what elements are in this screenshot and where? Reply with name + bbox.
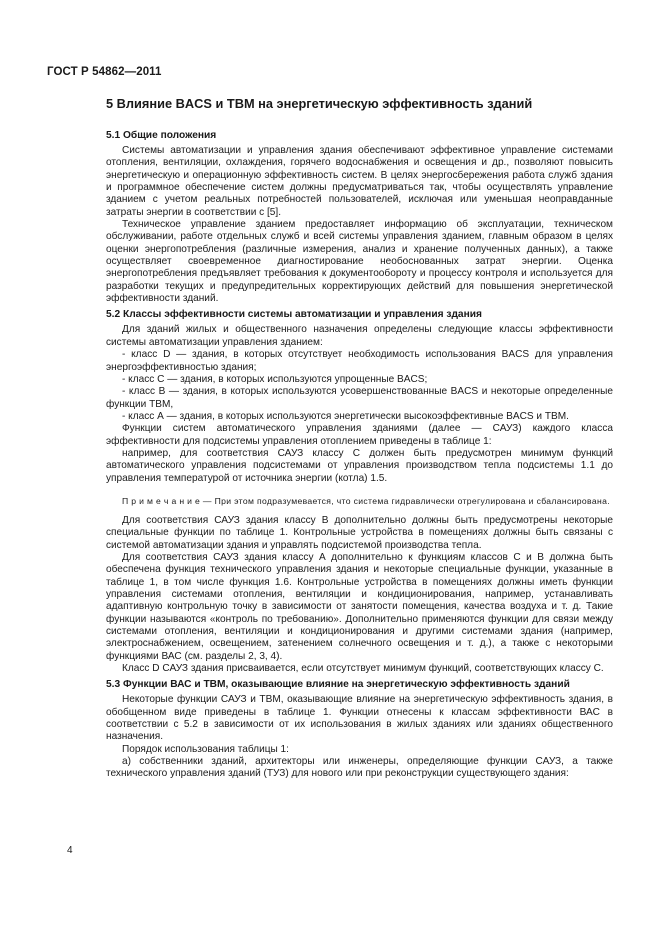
paragraph: Функции систем автоматического управления зданиями (далее — САУЗ) каждого класса эффективности для подсистемы управления отоплением приведены в таблице 1: [106,423,613,447]
paragraph: например, для соответствия САУЗ классу С должен быть предусмотрен минимум функций автоматического управления подсистемами от управления производством тепла подсистемы 1.1 до управления температурой от источника энергии (котла) 1.5. [106,447,613,484]
paragraph: Для зданий жилых и общественного назначения определены следующие классы эффективности системы автоматизации управления зданием: [106,324,613,348]
paragraph: Для соответствия САУЗ здания классу В дополнительно должны быть предусмотрены некоторые специальные функции по таблице 1. Контрольные устройства в помещениях должны быть связаны с системой автоматизации здания и управлять подсистемой производства тепла. [106,514,613,551]
paragraph: Некоторые функции САУЗ и ТВМ, оказывающие влияние на энергетическую эффективность здания, в обобщенном виде приведены в таблице 1. Функции отнесены к классам эффективности ВАС в соответствии с 5.2 в зависимости от их использования в жилых зданиях или зданиях общественного назначения. [106,694,613,743]
section-5-1-title: 5.1 Общие положения [106,130,217,141]
paragraph: Порядок использования таблицы 1: [122,743,289,755]
paragraph: Класс D САУЗ здания присваивается, если отсутствует минимум функций, соответствующих классу С. [122,663,604,675]
list-item: - класс D — здания, в которых отсутствует необходимость использования BACS для управления энергоэффективностью здания; [106,349,613,373]
paragraph: а) собственники зданий, архитекторы или инженеры, определяющие функции САУЗ, а также технического управления зданий (ТУЗ) для нового или при реконструкции существующего здания: [106,756,613,780]
document-body [106,96,613,781]
section-5-2-title: 5.2 Классы эффективности системы автоматизации и управления здания [106,309,482,321]
section-5-3-title: 5.3 Функции ВАС и ТВМ, оказывающие влияние на энергетическую эффективность зданий [106,679,570,691]
paragraph: Системы автоматизации и управления здания обеспечивают эффективное управление системами отопления, вентиляции, охлаждения, горячего водоснабжения и освещения и др., позволяют повысить энергетическую и операционную эффективность систем. В целях энергосбережения работа служб здания и программное обеспечение систем должны предусматриваться так, чтобы осуществлять управление зданием с учетом реальных потребностей пользователей, исключая или уменьшая неоправданные затраты энергии в соответствии с [5]. [106,145,613,218]
section-5-title: 5 Влияние BACS и TBM на энергетическую эффективность зданий [106,96,533,111]
list-item: - класс С — здания, в которых используются упрощенные BACS; [122,373,428,385]
list-item: - класс А — здания, в которых используются энергетически высокоэффективные BACS и ТВМ. [122,410,569,422]
page-number: 4 [67,845,73,856]
list-item: - класс В — здания, в которых используются усовершенствованные BACS и некоторые определенные функции ТВМ, [106,386,613,410]
paragraph: Техническое управление зданием предоставляет информацию об эксплуатации, техническом обслуживании, работе отдельных служб и всей системы управления зданием, главным образом в целях оценки энергопотребления (различные измерения, анализ и хранение полученных данных), а также осуществляет своевременное диагностирование необоснованных затрат энергии. Оценка энергопотребления предъявляет требования к документообороту и процессу контроля и используется для разработки текущих и предупредительных корректирующих действий для повышения энергетической эффективности зданий. [106,219,613,305]
note: П р и м е ч а н и е — При этом подразумевается, что система гидравлически отрегулирована и сбалансирована. [122,495,610,506]
standard-id: ГОСТ Р 54862—2011 [47,66,162,78]
paragraph: Для соответствия САУЗ здания классу А дополнительно к функциям классов С и В должна быть обеспечена функция технического управления здания и некоторые специальные функции, указанные в таблице 1, в том числе функция 1.6. Контрольные устройства в помещениях должны иметь функции управления системами отопления, вентиляции и кондиционирования, например, устанавливать адаптивную контрольную точку в зависимости от занятости помещения, качества воздуха и т. д. Такие функции называются «контроль по требованию». Дополнительно применяются функции для связи между системами отопления, вентиляции и кондиционирования и другими системами здания (например, электроснабжением, освещением, затенением солнечного освещения и т. д.), а также с некоторыми функциями ВАС (см. разделы 2, 3, 4). [106,551,613,662]
